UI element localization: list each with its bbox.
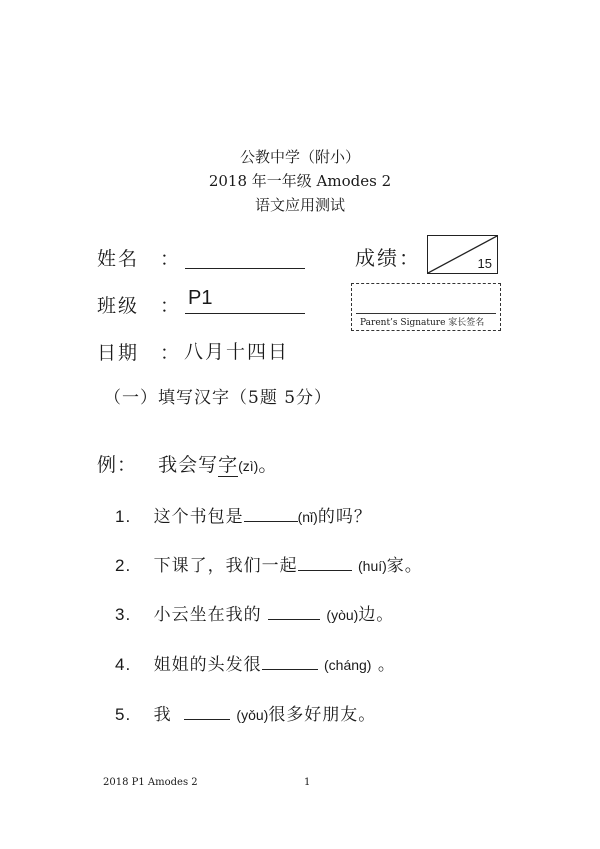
question-number: 4. bbox=[115, 655, 132, 674]
answer-blank[interactable] bbox=[244, 509, 298, 522]
question-pinyin: (yòu) bbox=[326, 607, 359, 623]
question-number: 2. bbox=[115, 556, 132, 575]
signature-box[interactable] bbox=[351, 283, 501, 331]
question-pinyin: (cháng) bbox=[324, 657, 372, 673]
example-answer: 字 bbox=[218, 454, 239, 476]
question-number: 5. bbox=[115, 705, 132, 724]
question-text-before: 我 bbox=[153, 705, 172, 725]
question-row bbox=[115, 551, 423, 576]
question-pinyin: (huí) bbox=[358, 558, 387, 574]
answer-blank[interactable] bbox=[298, 558, 352, 571]
class-field[interactable] bbox=[185, 313, 305, 314]
question-number: 3. bbox=[115, 605, 132, 624]
example-label: 例： bbox=[97, 454, 138, 476]
question-text-before: 这个书包是 bbox=[153, 507, 244, 527]
example-row bbox=[97, 450, 278, 477]
signature-line bbox=[356, 313, 496, 314]
subject-title: 语文应用测试 bbox=[254, 196, 345, 214]
question-pinyin: (yǒu) bbox=[236, 707, 269, 723]
answer-blank[interactable] bbox=[262, 657, 318, 670]
question-row bbox=[115, 600, 394, 625]
answer-blank[interactable] bbox=[268, 607, 320, 620]
question-number: 1. bbox=[115, 507, 132, 526]
class-value: P1 bbox=[188, 287, 213, 309]
name-field[interactable] bbox=[185, 268, 305, 269]
answer-blank[interactable] bbox=[184, 707, 230, 720]
question-row bbox=[115, 700, 376, 725]
question-text-after: 很多好朋友。 bbox=[268, 705, 377, 725]
question-text-after: 边。 bbox=[358, 605, 395, 625]
question-text-before: 小云坐在我的 bbox=[153, 605, 262, 625]
question-row bbox=[115, 502, 372, 527]
question-text-after: 的吗？ bbox=[317, 507, 372, 527]
question-text-after: 家。 bbox=[386, 556, 423, 576]
question-text-before: 下课了，我们一起 bbox=[153, 556, 298, 576]
question-row bbox=[115, 650, 396, 675]
school-name: 公教中学（附小） bbox=[239, 148, 360, 166]
date-label: 日期 ： bbox=[97, 342, 182, 364]
example-before: 我会写 bbox=[158, 454, 219, 476]
exam-title: 2018 年一年级 Amodes 2 bbox=[208, 172, 392, 190]
score-total: 15 bbox=[477, 256, 492, 271]
section-title: （一）填写汉字（5题 5分） bbox=[104, 388, 333, 408]
question-pinyin: (nǐ) bbox=[297, 509, 318, 525]
date-value: 八月十四日 bbox=[184, 341, 290, 363]
question-text-after: 。 bbox=[377, 655, 396, 675]
class-label: 班级 ： bbox=[97, 295, 182, 317]
name-label: 姓名 ： bbox=[97, 248, 182, 270]
example-pinyin: (zì) bbox=[238, 458, 259, 474]
footer-label: 2018 P1 Amodes 2 bbox=[103, 777, 198, 788]
score-label: 成绩： bbox=[355, 246, 421, 270]
question-text-before: 姐姐的头发很 bbox=[153, 655, 262, 675]
signature-label: Parent’s Signature 家长签名 bbox=[360, 318, 485, 328]
score-box bbox=[427, 235, 498, 274]
example-after: 。 bbox=[258, 454, 279, 476]
page-number: 1 bbox=[304, 777, 311, 788]
